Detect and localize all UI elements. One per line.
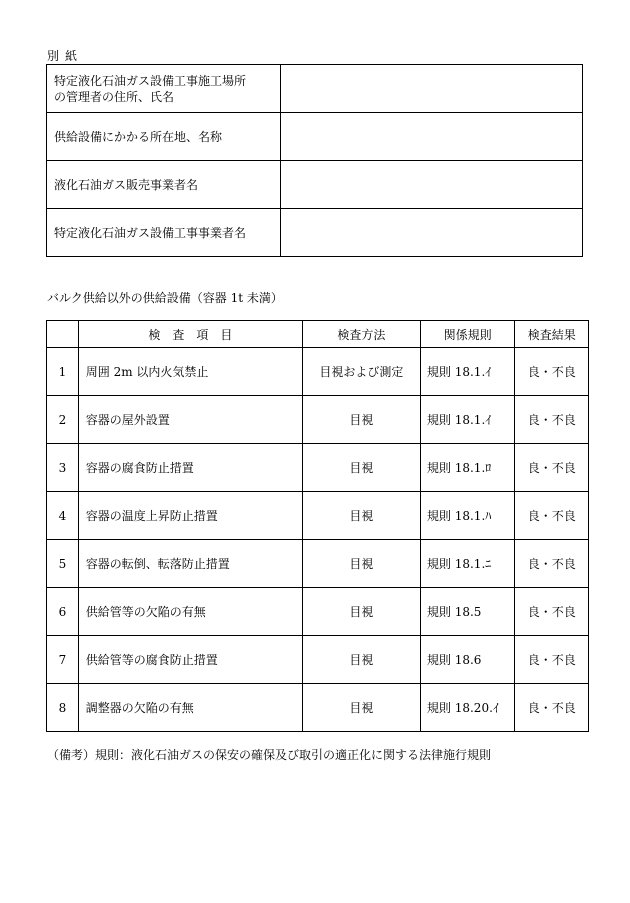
info-value-field[interactable] xyxy=(280,161,582,209)
info-value-field[interactable] xyxy=(280,113,582,161)
cell-result[interactable]: 良・不良 xyxy=(515,684,589,732)
cell-no: 6 xyxy=(47,588,79,636)
cell-result[interactable]: 良・不良 xyxy=(515,588,589,636)
header-method: 検査方法 xyxy=(302,321,420,348)
cell-result[interactable]: 良・不良 xyxy=(515,444,589,492)
cell-item: 供給管等の腐食防止措置 xyxy=(78,636,302,684)
cell-result[interactable]: 良・不良 xyxy=(515,636,589,684)
cell-result[interactable]: 良・不良 xyxy=(515,348,589,396)
table-row xyxy=(47,492,589,540)
cell-method: 目視 xyxy=(302,684,420,732)
cell-item: 周囲 2m 以内火気禁止 xyxy=(78,348,302,396)
info-value-field[interactable] xyxy=(280,209,582,257)
info-table xyxy=(46,64,583,257)
table-row xyxy=(47,684,589,732)
cell-item: 容器の転倒、転落防止措置 xyxy=(78,540,302,588)
cell-item: 容器の腐食防止措置 xyxy=(78,444,302,492)
header-result: 検査結果 xyxy=(515,321,589,348)
cell-method: 目視 xyxy=(302,444,420,492)
cell-no: 2 xyxy=(47,396,79,444)
cell-rule: 規則 18.5 xyxy=(420,588,515,636)
info-label-line1: 特定液化石油ガス設備工事施工場所 xyxy=(54,73,247,88)
header-no xyxy=(47,321,79,348)
table-row xyxy=(47,588,589,636)
section-title: バルク供給以外の供給設備（容器 1t 未満） xyxy=(47,291,283,305)
header-item: 検 査 項 目 xyxy=(78,321,302,348)
cell-item: 容器の屋外設置 xyxy=(78,396,302,444)
info-label-line1: 供給設備にかかる所在地、名称 xyxy=(54,129,223,144)
info-label xyxy=(47,65,281,113)
table-row xyxy=(47,636,589,684)
cell-method: 目視 xyxy=(302,588,420,636)
cell-no: 8 xyxy=(47,684,79,732)
cell-rule: 規則 18.20.ｲ xyxy=(420,684,515,732)
cell-rule: 規則 18.6 xyxy=(420,636,515,684)
cell-rule: 規則 18.1.ﾊ xyxy=(420,492,515,540)
info-value-field[interactable] xyxy=(280,65,582,113)
cell-result[interactable]: 良・不良 xyxy=(515,396,589,444)
table-row xyxy=(47,348,589,396)
cell-rule: 規則 18.1.ｲ xyxy=(420,348,515,396)
cell-method: 目視 xyxy=(302,492,420,540)
cell-item: 容器の温度上昇防止措置 xyxy=(78,492,302,540)
info-row xyxy=(47,113,583,161)
info-label xyxy=(47,209,281,257)
cell-no: 3 xyxy=(47,444,79,492)
table-row xyxy=(47,396,589,444)
cell-method: 目視 xyxy=(302,396,420,444)
header-rule: 関係規則 xyxy=(420,321,515,348)
info-label xyxy=(47,113,281,161)
info-row xyxy=(47,65,583,113)
cell-no: 5 xyxy=(47,540,79,588)
cell-no: 1 xyxy=(47,348,79,396)
cell-result[interactable]: 良・不良 xyxy=(515,540,589,588)
cell-item: 供給管等の欠陥の有無 xyxy=(78,588,302,636)
info-row xyxy=(47,161,583,209)
cell-no: 4 xyxy=(47,492,79,540)
info-label-line1: 特定液化石油ガス設備工事事業者名 xyxy=(54,225,247,240)
cell-result[interactable]: 良・不良 xyxy=(515,492,589,540)
table-row xyxy=(47,444,589,492)
cell-method: 目視および測定 xyxy=(302,348,420,396)
cell-rule: 規則 18.1.ﾆ xyxy=(420,540,515,588)
cell-method: 目視 xyxy=(302,636,420,684)
table-row xyxy=(47,540,589,588)
info-label-line1: 液化石油ガス販売事業者名 xyxy=(54,177,199,192)
cell-rule: 規則 18.1.ｲ xyxy=(420,396,515,444)
attachment-label: 別紙 xyxy=(47,49,84,63)
cell-item: 調整器の欠陥の有無 xyxy=(78,684,302,732)
inspection-table xyxy=(46,320,589,732)
table-header-row xyxy=(47,321,589,348)
cell-no: 7 xyxy=(47,636,79,684)
info-row xyxy=(47,209,583,257)
info-label xyxy=(47,161,281,209)
remarks-note: （備考）規則：液化石油ガスの保安の確保及び取引の適正化に関する法律施行規則 xyxy=(47,748,492,762)
cell-rule: 規則 18.1.ﾛ xyxy=(420,444,515,492)
cell-method: 目視 xyxy=(302,540,420,588)
info-label-line2: の管理者の住所、氏名 xyxy=(54,89,175,104)
